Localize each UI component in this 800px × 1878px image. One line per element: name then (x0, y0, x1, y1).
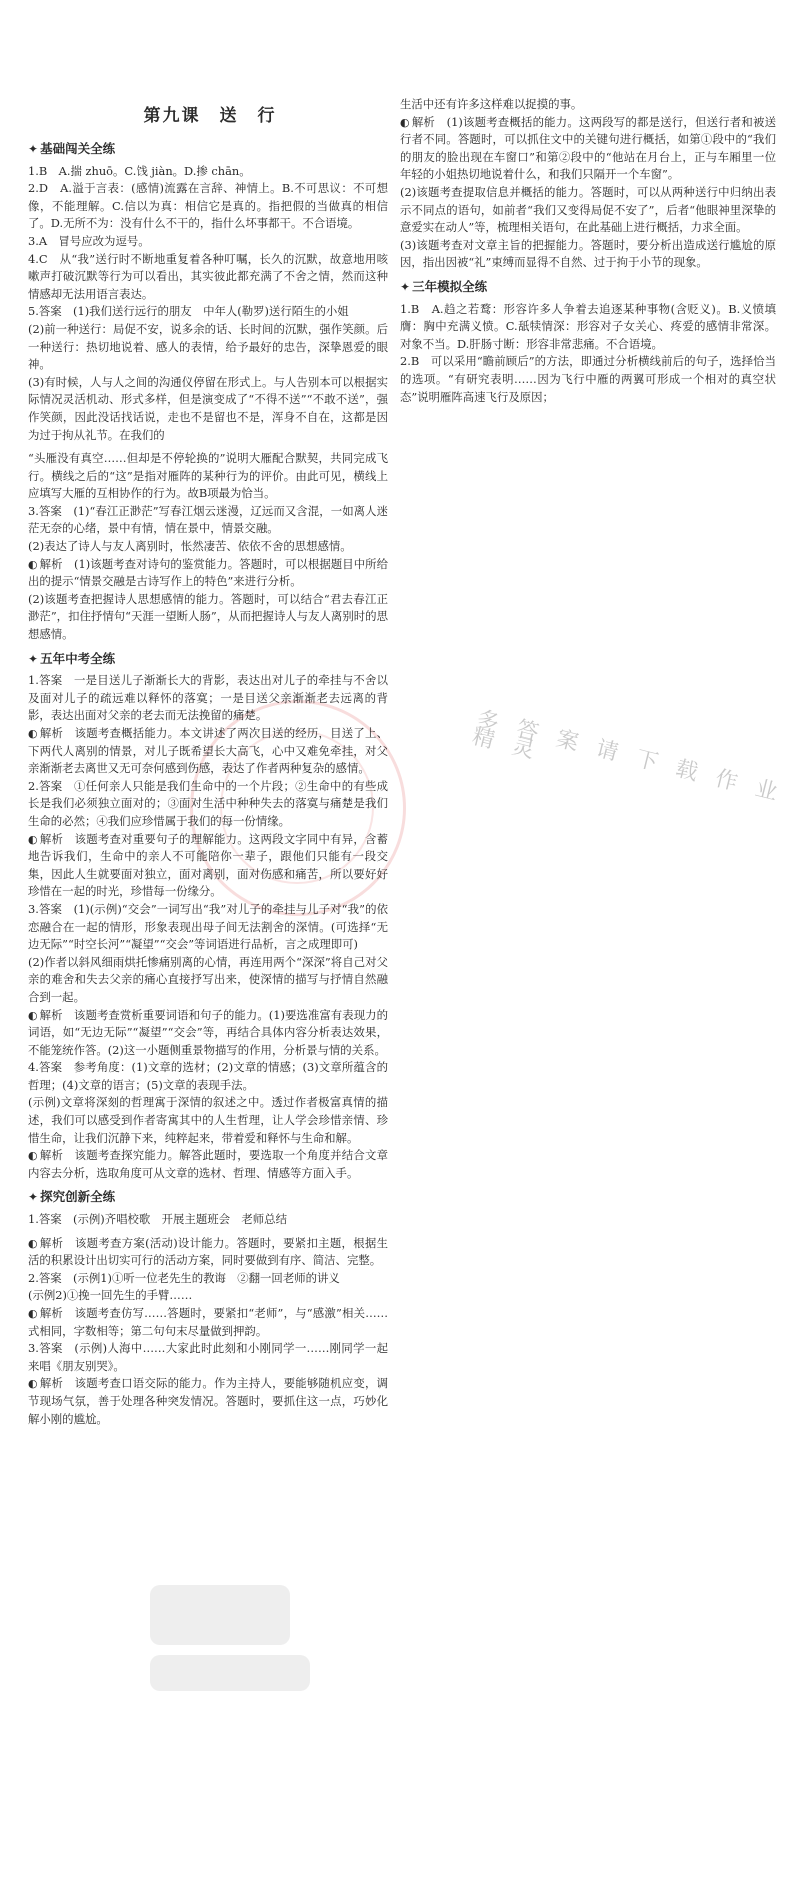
watermark-text: 多 答 案 请 下 载 作 业 精 灵 (469, 706, 786, 808)
analysis-item: ◐ 解析 该题考查概括能力。本文讲述了两次目送的经历，目送了上、下两代人离别的情景，对儿子既希望长大高飞，心中又难免牵挂，对父亲渐渐老去离世又无可奈何感到伤感，表达了作者两种复杂的感情。 (28, 726, 388, 776)
right-column (400, 96, 776, 406)
analysis-icon: ◐ (28, 832, 38, 846)
section-heading: ✦ 三年模拟全练 (400, 278, 488, 294)
answer-item: 3.A 冒号应改为逗号。 (28, 233, 150, 248)
analysis-icon: ◐ (28, 1008, 38, 1022)
analysis-item: ◐ 解析 (1)该题考查对诗句的鉴赏能力。答题时，可以根据题目中所给出的提示“情景交融是古诗写作上的特色”来进行分析。 (28, 556, 388, 589)
smudge (150, 1655, 310, 1691)
answer-item: 1.答案 一是目送儿子渐渐长大的背影，表达出对儿子的牵挂与不舍以及面对儿子的疏远难以释怀的落寞；一是目送父亲渐渐老去远离的背影，表达出面对父亲的老去而无法挽留的痛楚。 (28, 673, 388, 723)
answer-item: 2.答案 ①任何亲人只能是我们生命中的一个片段；②生命中的有些成长是我们必须独立面对的；③面对生活中种种失去的落寞与痛楚是我们生命的必然；④我们应珍惜属于我们的每一份情缘。 (28, 778, 388, 828)
analysis-icon: ◐ (28, 1307, 38, 1320)
analysis-item: (2)该题考查提取信息并概括的能力。答题时，可以从两种送行中归纳出表示不同点的语句，如前者“我们又变得局促不安了”，后者“他眼神里深挚的意爱实在动人”等，梳理相关语句，在此基础上进行概括，力求全面。 (400, 184, 776, 235)
left-column (28, 106, 388, 1428)
page-title: 第九课 送 行 (143, 106, 277, 126)
answer-item: 5.答案 (1)我们送行远行的朋友 中年人(勒罗)送行陌生的小姐 (28, 304, 349, 319)
analysis-item: ◐ 解析 该题考查探究能力。解答此题时，要选取一个角度并结合文章内容去分析，选取角度可从文章的选材、哲理、情感等方面入手。 (28, 1148, 388, 1180)
analysis-icon: ◐ (28, 1377, 38, 1391)
analysis-icon: ◐ (400, 115, 410, 129)
analysis-icon: ◐ (28, 557, 38, 571)
answer-item: 1.答案 (示例)齐唱校歌 开展主题班会 老师总结 (28, 1212, 287, 1227)
analysis-item: ◐ 解析 该题考查赏析重要词语和句子的能力。(1)要选准富有表现力的词语，如“无边无际”“凝望”“交会”等，再结合具体内容分析表达效果，不能笼统作答。(2)这一小题侧重景物描写的作用，分析景与情的关系。 (28, 1007, 388, 1057)
answer-item: (示例2)①挽一回先生的手臂…… (28, 1288, 193, 1303)
answer-item: (示例)文章将深刻的哲理寓于深情的叙述之中。透过作者极富真情的描述，我们可以感受到作者寄寓其中的人生哲理，让人学会珍惜亲情、珍惜生命，让我们沉静下来，纯粹起来，带着爱和释怀与生命和解。 (28, 1095, 388, 1145)
answer-item: (3)有时候，人与人之间的沟通仪停留在形式上。与人告别本可以根据实际情况灵活机动、形式多样，但是演变成了“不得不送”“不敢不送”，强作笑颜，因此没话找话说，走也不是留也不是，浑身不自在，这都是因为过于拘从礼节。在我们的 (28, 374, 388, 442)
analysis-item: ◐ 解析 该题考查口语交际的能力。作为主持人，要能够随机应变，调节现场气氛，善于处理各种突发情况。答题时，要抓住这一点，巧妙化解小刚的尴尬。 (28, 1376, 388, 1426)
answer-item: 2.D A.溢于言表：(感情)流露在言辞、神情上。B.不可思议：不可想像，不能理解。C.信以为真：相信它是真的。指把假的当做真的相信了。D.无所不为：没有什么不干的，指什么坏事都干。不合语境。 (28, 181, 388, 231)
star-icon: ✦ (28, 651, 39, 666)
analysis-icon: ◐ (28, 1236, 38, 1250)
answer-item: (2)作者以斜风细雨烘托惨痛别离的心情，再连用两个“深深”将自己对父亲的难舍和失去父亲的痛心直接抒写出来，使深情的描写与抒情自然融合到一起。 (28, 954, 388, 1004)
analysis-item: ◐ 解析 (1)该题考查概括的能力。这两段写的都是送行，但送行者和被送行者不同。答题时，可以抓住文中的关键句进行概括，如第①段中的“我们的朋友的脸出现在车窗口”和第②段中的“他站在月台上，正与车厢里一位年轻的小姐热切地说着什么，和我们只隔开一个车窗”。 (400, 114, 776, 182)
answer-item: 1.B A.揣 zhuō。C.饯 jiàn。D.掺 chān。 (28, 163, 251, 178)
answer-item: 2.B 可以采用“瞻前顾后”的方法，即通过分析横线前后的句子，选择恰当的选项。“有研究表明……因为飞行中雁的两翼可形成一个相对的真空状态”说明雁阵高速飞行及原因； (400, 354, 776, 404)
analysis-item: ◐ 解析 该题考查仿写……答题时，要紧扣“老师”，与“感激”相关……式相同，字数相等；第二句句末尽量做到押韵。 (28, 1306, 388, 1338)
analysis-icon: ◐ (28, 727, 38, 740)
analysis-item: (2)该题考查把握诗人思想感情的能力。答题时，可以结合“君去春江正渺茫”，扣住抒情句“天涯一望断人肠”，从而把握诗人与友人离别时的思想感情。 (28, 591, 388, 642)
answer-item: 2.答案 (示例1)①听一位老先生的教诲 ②翻一回老师的讲义 (28, 1270, 340, 1285)
star-icon: ✦ (28, 142, 39, 156)
star-icon: ✦ (28, 1190, 39, 1205)
answer-item: 4.C 从“我”送行时不断地重复着各种叮嘱，长久的沉默，故意地用咳嗽声打破沉默等行为可以看出，其实彼此都充满了不舍之情，然而这种情感却无法用语言表达。 (28, 251, 388, 301)
answer-item: 3.答案 (1)“春江正渺茫”写春江烟云迷漫，辽远而又含混，一如离人迷茫无奈的心绪，景中有情，情在景中，情景交融。 (28, 503, 388, 536)
answer-item: 3.答案 (1)(示例)“交会”一词写出“我”对儿子的牵挂与儿子对“我”的依恋融合在一起的情形，形象表现出母子间无法割舍的深情。(可选择“无边无际”“时空长河”“凝望”“交会”等词语进行品析，言之成理即可) (28, 901, 388, 952)
analysis-item: ◐ 解析 该题考查方案(活动)设计能力。答题时，要紧扣主题，根据生活的积累设计出切实可行的活动方案，同时要做到有序、简洁、完整。 (28, 1235, 388, 1268)
answer-item: (2)前一种送行：局促不安，说多余的话、长时间的沉默，强作笑颜。后一种送行：热切地说着、感人的表情，给予最好的忠告，深挚恩爱的眼神。 (28, 321, 388, 372)
answer-item: 3.答案 (示例)人海中……大家此时此刻和小刚同学一……刚同学一起来唱《朋友别哭》。 (28, 1341, 388, 1373)
analysis-item: ◐ 解析 该题考查对重要句子的理解能力。这两段文字同中有异，含蓄地告诉我们，生命中的亲人不可能陪你一辈子，跟他们只能有一段交集，因此人生就要面对独立，面对离别，面对伤感和痛苦，所以要好好珍惜在一起的时光，珍惜每一份缘分。 (28, 831, 388, 899)
analysis-icon: ◐ (28, 1149, 38, 1163)
answer-item: 生活中还有许多这样难以捉摸的事。 (400, 97, 583, 111)
analysis-item: (3)该题考查对文章主旨的把握能力。答题时，要分析出造成送行尴尬的原因，指出因被“礼”束缚而显得不自然、过于拘于小节的现象。 (400, 237, 776, 270)
section-heading: ✦ 探究创新全练 (28, 1189, 116, 1205)
smudge (150, 1585, 290, 1645)
answer-item: 4.答案 参考角度：(1)文章的选材；(2)文章的情感；(3)文章所蕴含的哲理；(4)文章的语言；(5)文章的表现手法。 (28, 1060, 388, 1092)
answer-item: “头雁没有真空……但却是不停轮换的”说明大雁配合默契，共同完成飞行。横线之后的“这”是指对雁阵的某种行为的评价。由此可见，横线上应填写大雁的互相协作的行为。故B项最为恰当。 (28, 451, 388, 501)
answer-item: (2)表达了诗人与友人离别时，怅然凄苦、依依不舍的思想感情。 (28, 539, 352, 554)
section-heading: ✦ 基础闯关全练 (28, 141, 116, 156)
star-icon: ✦ (400, 279, 411, 294)
answer-item: 1.B A.趋之若鹜：形容许多人争着去追逐某种事物(含贬义)。B.义愤填膺：胸中充满义愤。C.舐犊情深：形容对子女关心、疼爱的感情非常深。对象不当。D.肝肠寸断：形容非常悲痛。不合语境。 (400, 301, 776, 351)
section-heading: ✦ 五年中考全练 (28, 650, 116, 666)
